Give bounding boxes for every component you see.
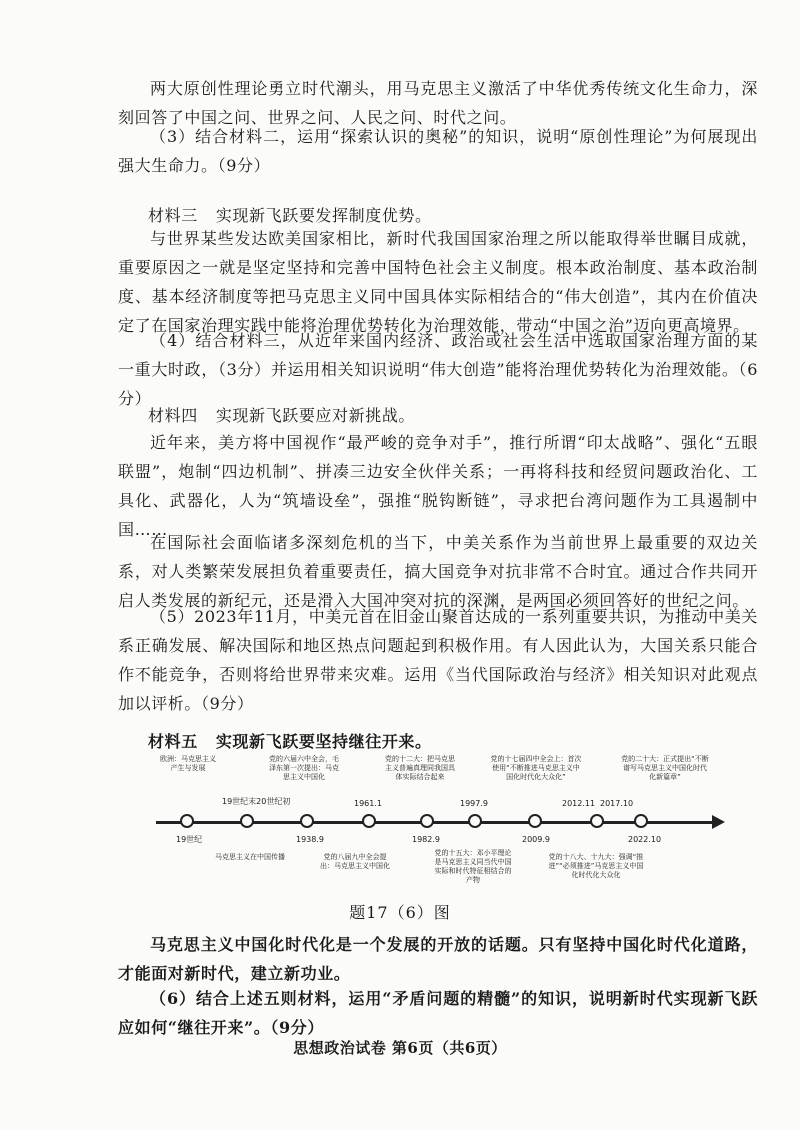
- material-5-label: 材料五: [148, 732, 198, 751]
- timeline-year: 2009.9: [522, 835, 550, 844]
- material-3-label: 材料三: [148, 206, 198, 225]
- timeline-note-bottom: 党的十八大、十九大：强调“推进”“必须推进”马克思主义中国化时代化大众化: [548, 853, 644, 879]
- timeline-node-19c: [180, 814, 194, 828]
- material-4-label: 材料四: [148, 406, 198, 425]
- timeline-year: 19世纪: [176, 835, 203, 844]
- timeline-node-1997: [468, 814, 482, 828]
- timeline-year: 2022.10: [628, 835, 662, 844]
- timeline-year: 1982.9: [412, 835, 440, 844]
- paragraph-intro: 两大原创性理论勇立时代潮头，用马克思主义激活了中华优秀传统文化生命力，深刻回答了中国之问、世界之问、人民之问、时代之问。: [118, 79, 758, 127]
- material-4-body-1: 近年来，美方将中国视作“最严峻的竞争对手”，推行所谓“印太战略”、强化“五眼联盟”，炮制“四边机制”、拼凑三边安全伙伴关系；一再将科技和经贸问题政治化、工具化、武器化，人为“筑墙设垒”，强推“脱钩断链”，寻求把台湾问题作为工具遏制中国……: [118, 433, 758, 539]
- timeline-note-top: 党的十二大：把马克思主义普遍真理同我国具体实际结合起来: [385, 755, 455, 781]
- timeline-node-2009: [528, 814, 542, 828]
- question-4: （4）结合材料三，从近年来国内经济、政治或社会生活中选取国家治理方面的某一重大时政，（3分）并运用相关知识说明“伟大创造”能将治理优势转化为治理效能。（6分）: [118, 331, 758, 408]
- timeline-note-bottom: 党的十五大：邓小平理论是马克思主义同当代中国实际和时代特征相结合的产物: [434, 849, 512, 884]
- timeline-year: 2017.10: [600, 799, 634, 808]
- timeline-year: 1997.9: [460, 799, 488, 808]
- material-5-title: 实现新飞跃要坚持继往开来。: [215, 732, 432, 751]
- timeline-note-bottom: 党的八届九中全会提出：马克思主义中国化: [320, 853, 390, 870]
- timeline-year: 1961.1: [354, 799, 382, 808]
- timeline-note-top: 党的十七届四中全会上：首次使用“不断推进马克思主义中国化时代化大众化”: [490, 755, 582, 781]
- timeline-node-2022: [634, 814, 648, 828]
- question-3: （3）结合材料二，运用“探索认识的奥秘”的知识，说明“原创性理论”为何展现出强大生命力。（9分）: [118, 127, 758, 175]
- timeline-year: 1938.9: [296, 835, 324, 844]
- material-4-body-2: 在国际社会面临诸多深刻危机的当下，中美关系作为当前世界上最重要的双边关系，对人类繁荣发展担负着重要责任，搞大国竞争对抗非常不合时宜。通过合作共同开启人类发展的新纪元，还是滑入大国冲突对抗的深渊，是两国必须回答好的世纪之问。: [118, 533, 758, 610]
- timeline-node-19c-end: [240, 814, 254, 828]
- question-6: （6）结合上述五则材料，运用“矛盾问题的精髓”的知识，说明新时代实现新飞跃应如何“继往开来”。（9分）: [118, 989, 758, 1037]
- timeline-year: 19世纪末20世纪初: [222, 797, 291, 806]
- material-4-title: 实现新飞跃要应对新挑战。: [215, 406, 416, 425]
- page-footer: 思想政治试卷 第6页（共6页）: [293, 1039, 507, 1057]
- timeline-note-bottom: 马克思主义在中国传播: [215, 853, 285, 861]
- timeline-note-top: 欧洲：马克思主义产生与发展: [160, 755, 216, 772]
- timeline-arrow: [712, 815, 725, 829]
- timeline-node-1938: [300, 814, 314, 828]
- timeline-diagram: [150, 755, 730, 905]
- figure-caption: 题17（6）图: [349, 903, 451, 922]
- timeline-note-top: 党的六届六中全会，毛泽东第一次提出：马克思主义中国化: [269, 755, 339, 781]
- timeline-node-2012: [590, 814, 604, 828]
- material-3-title: 实现新飞跃要发挥制度优势。: [215, 206, 432, 225]
- material-4-heading: [148, 404, 415, 428]
- summary-paragraph: 马克思主义中国化时代化是一个发展的开放的话题。只有坚持中国化时代化道路，才能面对新时代，建立新功业。: [118, 935, 758, 983]
- material-5-heading: [148, 730, 432, 754]
- material-3-body: 与世界某些发达欧美国家相比，新时代我国国家治理之所以能取得举世瞩目成就，重要原因之一就是坚定坚持和完善中国特色社会主义制度。根本政治制度、基本政治制度、基本经济制度等把马克思主义同中国具体实际相结合的“伟大创造”，其内在价值决定了在国家治理实践中能将治理优势转化为治理效能，带动“中国之治”迈向更高境界。: [118, 229, 758, 335]
- timeline-year: 2012.11: [562, 799, 596, 808]
- timeline-node-1982: [420, 814, 434, 828]
- timeline-node-1961: [362, 814, 376, 828]
- question-5: （5）2023年11月，中美元首在旧金山聚首达成的一系列重要共识，为推动中美关系正确发展、解决国际和地区热点问题起到积极作用。有人因此认为，大国关系只能合作不能竞争，否则将给世界带来灾难。运用《当代国际政治与经济》相关知识对此观点加以评析。（9分）: [118, 607, 758, 713]
- timeline-note-top: 党的二十大：正式提出“不断谱写马克思主义中国化时代化新篇章”: [621, 755, 709, 781]
